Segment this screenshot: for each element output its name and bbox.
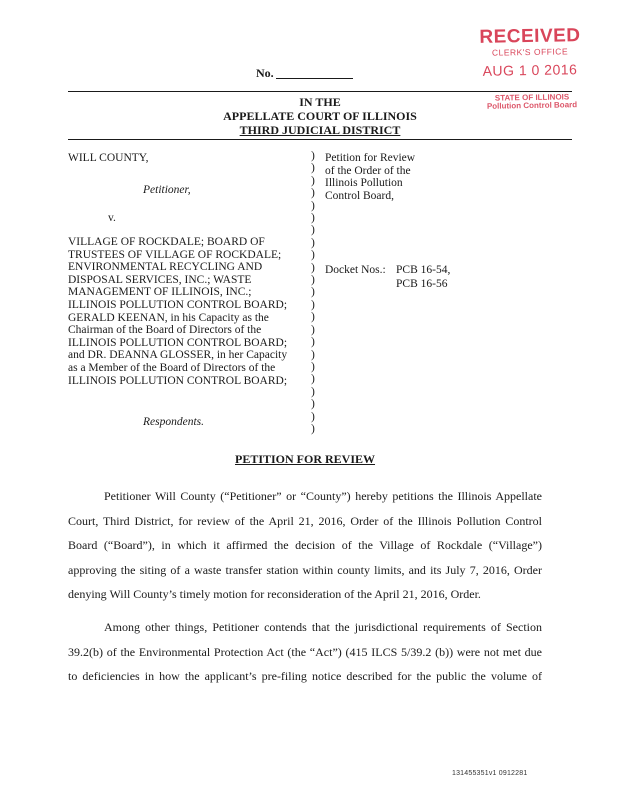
respondent-line: DISPOSAL SERVICES, INC.; WASTE (68, 273, 252, 286)
court-name: APPELLATE COURT OF ILLINOIS (223, 109, 417, 123)
paragraph-1 (68, 484, 542, 607)
petition-line: of the Order of the (325, 164, 411, 177)
respondent-line: GERALD KEENAN, in his Capacity as the (68, 311, 269, 324)
paragraph-line: denying Will County’s timely motion for reconsideration of the April 21, 2016, Order. (68, 587, 481, 601)
petition-line: Petition for Review (325, 152, 416, 164)
respondents-role: Respondents. (143, 416, 205, 428)
paragraph-line: Board (“Board”), in which it affirmed the decision of the Village of Rockdale (“Village”) (68, 538, 542, 552)
paragraph-line: Petitioner Will County (“Petitioner” or “County”) hereby petitions the Illinois Appellate (104, 489, 542, 503)
header-rule-top (68, 91, 572, 92)
court-district: THIRD JUDICIAL DISTRICT (239, 123, 401, 137)
versus: v. (108, 212, 116, 224)
paragraph-line: Court, Third District, for review of the April 21, 2016, Order of the Illinois Pollution Control (68, 513, 542, 528)
respondent-line: ILLINOIS POLLUTION CONTROL BOARD; (68, 336, 288, 349)
case-number-blank (276, 78, 353, 79)
paragraph-line: 39.2(b) of the Environmental Protection Act (the “Act”) (415 ILCS 5/39.2 (b)) were not met due (68, 644, 542, 659)
case-number-label: No. (256, 66, 274, 80)
paragraph-2 (68, 615, 542, 689)
respondent-line: VILLAGE OF ROCKDALE; BOARD OF (68, 236, 265, 248)
paragraph-line: approving the siting of a waste transfer station within county limits, and its July 7, 2016, Order (68, 562, 542, 577)
docket-number-1: PCB 16-54, (396, 264, 451, 276)
petition-description (325, 152, 415, 202)
respondent-line: TRUSTEES OF VILLAGE OF ROCKDALE; (68, 248, 282, 261)
stamp-clerks-office: CLERK'S OFFICE (491, 46, 569, 58)
court-in-the: IN THE (299, 95, 341, 109)
respondent-line: and DR. DEANNA GLOSSER, in her Capacity (68, 349, 288, 362)
respondent-line: ILLINOIS POLLUTION CONTROL BOARD; (68, 298, 288, 311)
petitioner-name: WILL COUNTY, (68, 152, 149, 164)
document-id: 131455351v1 0912281 (452, 770, 528, 777)
header-rule-bottom (68, 139, 572, 140)
paragraph-line: Among other things, Petitioner contends that the jurisdictional requirements of Section (104, 620, 542, 634)
respondent-line: MANAGEMENT OF ILLINOIS, INC.; (68, 286, 252, 299)
respondent-line: as a Member of the Board of Directors of the (68, 361, 276, 374)
petition-line: Control Board, (325, 189, 394, 202)
caption-divider-parens: ) ) ) ) ) ) ) ) ) ) ) ) ) ) ) ) ) ) ) ) ) ) ) (311, 150, 315, 435)
docket-label: Docket Nos.: (325, 264, 386, 276)
docket-number-2: PCB 16-56 (396, 278, 448, 290)
paragraph-line: to deficiencies in how the applicant’s pre-filing notice described for the public the volume of (68, 669, 542, 683)
respondent-line: ENVIRONMENTAL RECYCLING AND (68, 261, 263, 274)
stamp-date: AUG 1 0 2016 (482, 61, 578, 79)
petition-line: Illinois Pollution (325, 177, 403, 190)
respondent-line: Chairman of the Board of Directors of the (68, 324, 262, 337)
stamp-state: STATE OF ILLINOIS (494, 92, 570, 103)
petitioner-role: Petitioner, (143, 184, 191, 196)
document-title: PETITION FOR REVIEW (234, 452, 376, 466)
respondent-line: ILLINOIS POLLUTION CONTROL BOARD; (68, 374, 288, 387)
stamp-board: Pollution Control Board (486, 100, 578, 111)
respondents-list (68, 236, 287, 387)
received-stamp: RECEIVED (479, 25, 581, 48)
